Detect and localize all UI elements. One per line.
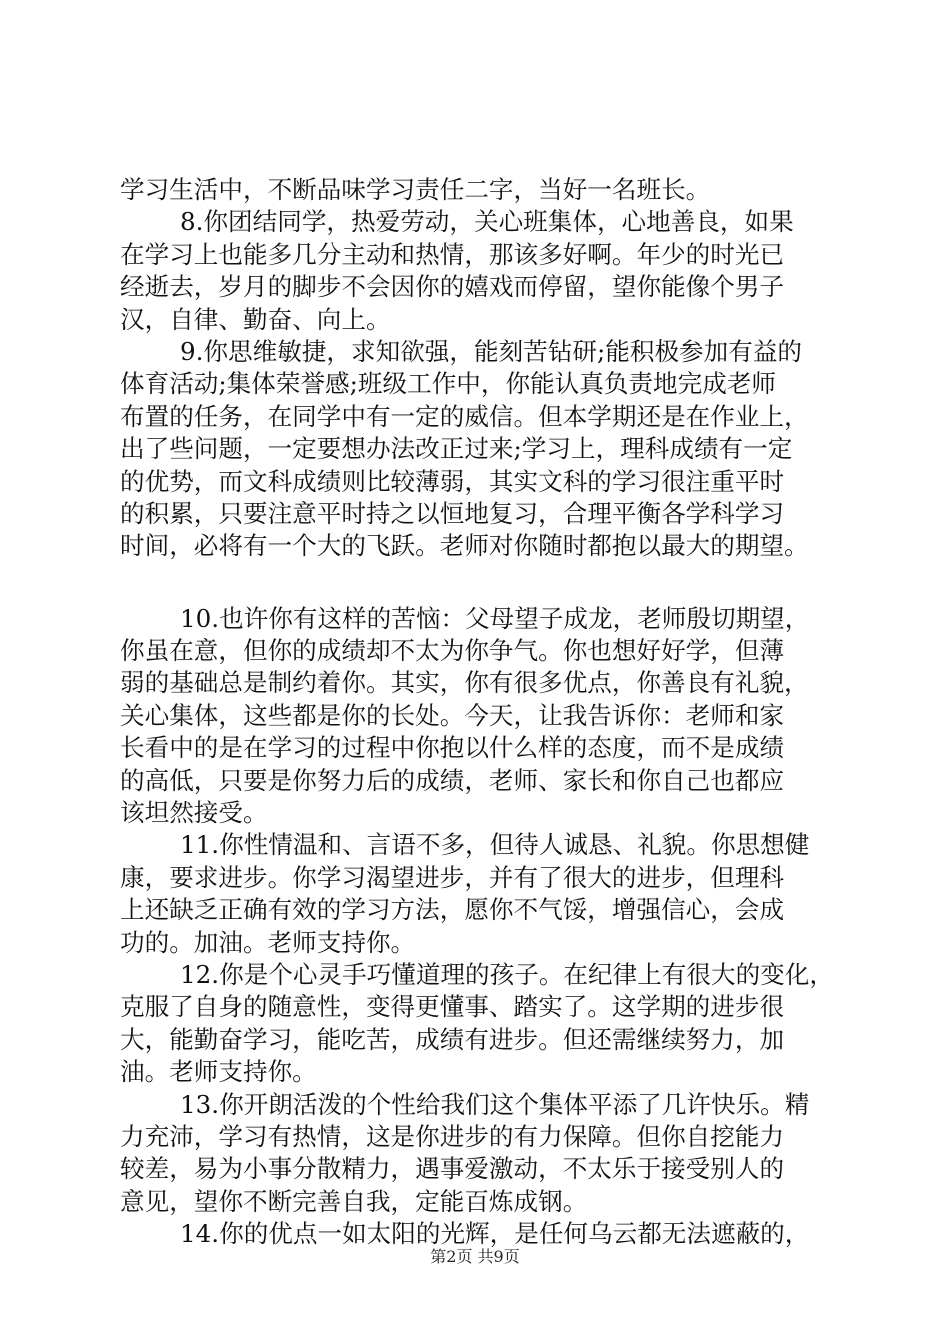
paragraph-9-start: 9.你思维敏捷，求知欲强，能刻苦钻研;能积极参加有益的 [180, 336, 803, 366]
text-line: 该坦然接受。 [120, 798, 268, 828]
text-line: 康，要求进步。你学习渴望进步，并有了很大的进步，但理科 [120, 862, 785, 892]
text-line: 大，能勤奋学习，能吃苦，成绩有进步。但还需继续努力，加 [120, 1024, 785, 1054]
page-footer [0, 1244, 950, 1267]
text-line: 功的。加油。老师支持你。 [120, 927, 416, 957]
paragraph-gap [120, 563, 840, 603]
text-line: 你虽在意，但你的成绩却不太为你争气。你也想好好学，但薄 [120, 636, 785, 666]
text-line: 长看中的是在学习的过程中你抱以什么样的态度，而不是成绩 [120, 733, 785, 763]
text-line: 较差，易为小事分散精力，遇事爱激动，不太乐于接受别人的 [120, 1154, 785, 1184]
text-line: 布置的任务，在同学中有一定的威信。但本学期还是在作业上， [120, 401, 809, 431]
text-line: 经逝去，岁月的脚步不会因你的嬉戏而停留，望你能像个男子 [120, 272, 785, 302]
text-line: 弱的基础总是制约着你。其实，你有很多优点，你善良有礼貌， [120, 668, 809, 698]
page-number: 第2页 共9页 [430, 1247, 520, 1266]
text-line: 意见，望你不断完善自我，定能百炼成钢。 [120, 1186, 588, 1216]
text-line: 力充沛，学习有热情，这是你进步的有力保障。但你自挖能力 [120, 1121, 785, 1151]
text-line: 克服了自身的随意性，变得更懂事、踏实了。这学期的进步很 [120, 992, 785, 1022]
text-line: 体育活动;集体荣誉感;班级工作中，你能认真负责地完成老师 [120, 369, 777, 399]
paragraph-13-start: 13.你开朗活泼的个性给我们这个集体平添了几许快乐。精 [180, 1089, 810, 1119]
text-line: 出了些问题，一定要想办法改正过来;学习上，理科成绩有一定 [120, 434, 793, 464]
paragraph-14-start: 14.你的优点一如太阳的光辉，是任何乌云都无法遮蔽的， [180, 1219, 810, 1249]
paragraph-11-start: 11.你性情温和、言语不多，但待人诚恳、礼貌。你思想健 [180, 830, 810, 860]
text-line: 汉，自律、勤奋、向上。 [120, 304, 391, 334]
body-text [120, 174, 840, 1251]
text-line: 在学习上也能多几分主动和热情，那该多好啊。年少的时光已 [120, 239, 785, 269]
text-line: 的优势，而文科成绩则比较薄弱，其实文科的学习很注重平时 [120, 466, 785, 496]
text-line: 上还缺乏正确有效的学习方法，愿你不气馁，增强信心，会成 [120, 895, 785, 925]
paragraph-8-start: 8.你团结同学，热爱劳动，关心班集体，心地善良，如果 [180, 207, 794, 237]
paragraph-10-start: 10.也许你有这样的苦恼：父母望子成龙，老师殷切期望， [180, 603, 810, 633]
text-line: 关心集体，这些都是你的长处。今天，让我告诉你：老师和家 [120, 700, 785, 730]
text-line: 学习生活中，不断品味学习责任二字，当好一名班长。 [120, 175, 711, 204]
text-line: 油。老师支持你。 [120, 1057, 317, 1087]
text-line: 的积累，只要注意平时持之以恒地复习，合理平衡各学科学习 [120, 498, 785, 528]
text-line: 时间，必将有一个大的飞跃。老师对你随时都抱以最大的期望。 [120, 531, 809, 561]
paragraph-12-start: 12.你是个心灵手巧懂道理的孩子。在纪律上有很大的变化， [180, 959, 834, 989]
text-line: 的高低，只要是你努力后的成绩，老师、家长和你自己也都应 [120, 765, 785, 795]
